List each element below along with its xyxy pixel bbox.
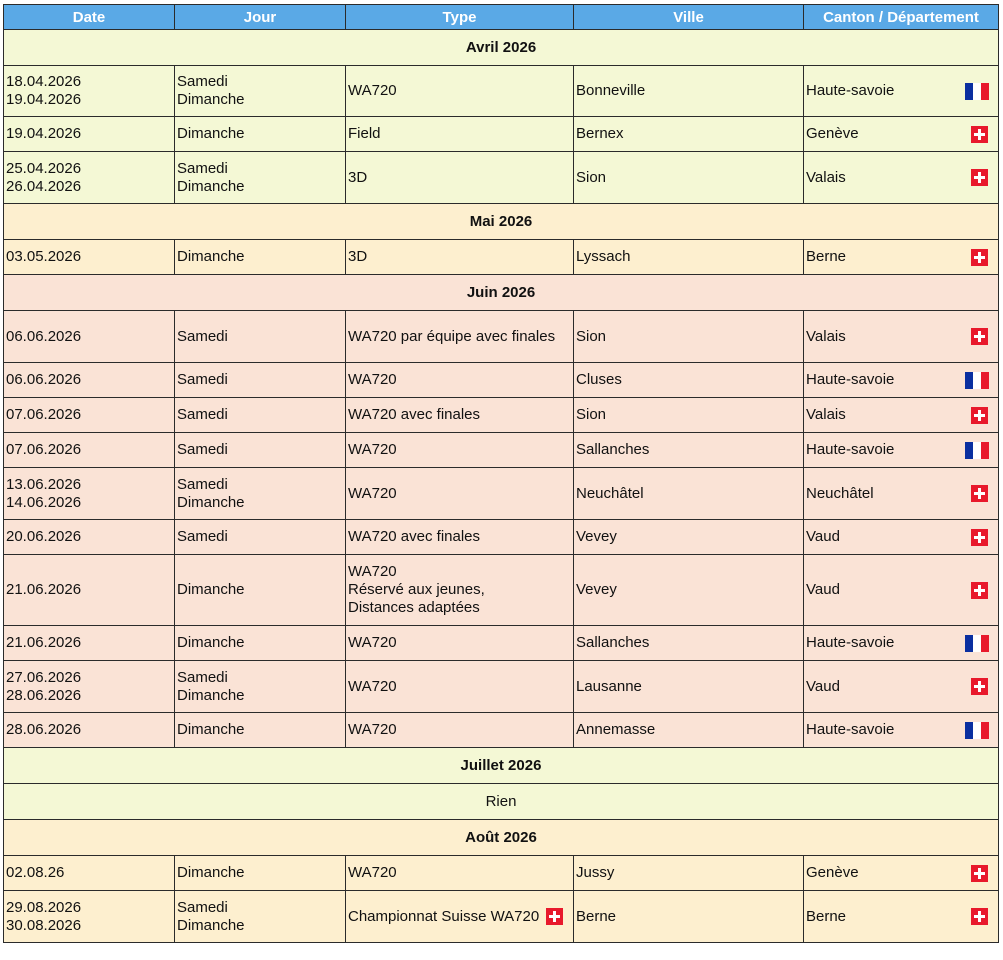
day-cell: Dimanche [175, 626, 346, 661]
swiss-flag-icon [971, 678, 988, 695]
canton-cell-text: Haute-savoie [806, 721, 895, 738]
canton-cell-content [806, 248, 996, 266]
city-cell: Sallanches [574, 433, 804, 468]
type-cell: WA720 par équipe avec finales [346, 311, 574, 363]
type-cell: Field [346, 117, 574, 152]
fr-flag-icon [965, 635, 989, 652]
swiss-flag-icon [971, 582, 988, 599]
type-cell: 3D [346, 152, 574, 204]
canton-cell-text: Valais [806, 327, 846, 345]
day-cell: Samedi [175, 433, 346, 468]
canton-cell [804, 891, 999, 943]
canton-cell-content [806, 721, 996, 739]
canton-cell-content [806, 406, 996, 424]
canton-cell [804, 398, 999, 433]
event-row [4, 891, 999, 943]
canton-cell-text: Genève [806, 125, 859, 142]
date-cell: 21.06.2026 [4, 626, 175, 661]
events-table-body [4, 30, 999, 943]
events-table-container [3, 4, 998, 943]
type-cell: WA720 [346, 363, 574, 398]
header-ville: Ville [574, 5, 804, 30]
city-cell: Sion [574, 398, 804, 433]
canton-cell-text: Neuchâtel [806, 484, 874, 502]
canton-cell-text: Haute-savoie [806, 82, 895, 99]
city-cell: Cluses [574, 363, 804, 398]
type-cell: WA720 Réservé aux jeunes, Distances adaptées [346, 555, 574, 626]
canton-cell-content [806, 371, 996, 389]
swiss-flag-icon [971, 328, 988, 345]
type-cell: WA720 [346, 626, 574, 661]
type-cell: WA720 [346, 713, 574, 748]
canton-cell [804, 555, 999, 626]
canton-cell-content [806, 634, 996, 652]
date-cell: 06.06.2026 [4, 311, 175, 363]
type-cell: WA720 [346, 433, 574, 468]
canton-cell [804, 152, 999, 204]
date-cell: 20.06.2026 [4, 520, 175, 555]
date-cell: 27.06.2026 28.06.2026 [4, 661, 175, 713]
swiss-flag-icon [971, 407, 988, 424]
city-cell: Annemasse [574, 713, 804, 748]
canton-cell [804, 363, 999, 398]
event-row [4, 398, 999, 433]
day-cell: Samedi Dimanche [175, 661, 346, 713]
canton-cell [804, 66, 999, 117]
canton-cell-content [806, 908, 996, 926]
canton-cell-text: Berne [806, 907, 847, 925]
city-cell: Vevey [574, 520, 804, 555]
month-header-row [4, 204, 999, 240]
swiss-flag-icon [971, 865, 988, 882]
canton-cell [804, 713, 999, 748]
date-cell: 18.04.2026 19.04.2026 [4, 66, 175, 117]
city-cell: Bernex [574, 117, 804, 152]
canton-cell-content [806, 441, 996, 459]
day-cell: Dimanche [175, 856, 346, 891]
canton-cell [804, 433, 999, 468]
day-cell: Samedi Dimanche [175, 468, 346, 520]
event-row [4, 661, 999, 713]
month-title: Juillet 2026 [4, 748, 999, 784]
fr-flag-icon [965, 83, 989, 100]
month-title: Juin 2026 [4, 275, 999, 311]
day-cell: Samedi [175, 520, 346, 555]
date-cell: 19.04.2026 [4, 117, 175, 152]
canton-cell-content [806, 485, 996, 503]
month-header-row [4, 748, 999, 784]
canton-cell [804, 520, 999, 555]
fr-flag-icon [965, 372, 989, 389]
swiss-flag-icon [971, 485, 988, 502]
type-cell: WA720 [346, 468, 574, 520]
canton-cell [804, 311, 999, 363]
month-header-row [4, 820, 999, 856]
header-row [4, 5, 999, 30]
canton-cell [804, 626, 999, 661]
type-cell: 3D [346, 240, 574, 275]
type-cell-content [348, 908, 571, 926]
event-row [4, 117, 999, 152]
canton-cell-content [806, 528, 996, 546]
canton-cell-content [806, 125, 996, 143]
type-cell: WA720 avec finales [346, 398, 574, 433]
event-row [4, 856, 999, 891]
events-table [3, 4, 999, 943]
canton-cell-content [806, 82, 996, 100]
type-cell: WA720 avec finales [346, 520, 574, 555]
header-canton: Canton / Département [804, 5, 999, 30]
fr-flag-icon [965, 442, 989, 459]
city-cell: Lyssach [574, 240, 804, 275]
city-cell: Berne [574, 891, 804, 943]
event-row [4, 433, 999, 468]
city-cell: Bonneville [574, 66, 804, 117]
day-cell: Dimanche [175, 713, 346, 748]
event-row [4, 240, 999, 275]
header-type: Type [346, 5, 574, 30]
date-cell: 21.06.2026 [4, 555, 175, 626]
canton-cell-text: Berne [806, 248, 847, 265]
day-cell: Samedi Dimanche [175, 152, 346, 204]
day-cell: Samedi Dimanche [175, 66, 346, 117]
month-title: Avril 2026 [4, 30, 999, 66]
fr-flag-icon [965, 722, 989, 739]
day-cell: Samedi Dimanche [175, 891, 346, 943]
canton-cell-content [806, 169, 996, 187]
swiss-flag-icon [971, 529, 988, 546]
date-cell: 29.08.2026 30.08.2026 [4, 891, 175, 943]
canton-cell-text: Haute-savoie [806, 441, 895, 458]
canton-cell-text: Haute-savoie [806, 371, 895, 388]
type-cell: WA720 [346, 661, 574, 713]
swiss-flag-icon [971, 169, 988, 186]
canton-cell [804, 117, 999, 152]
event-row [4, 152, 999, 204]
day-cell: Dimanche [175, 117, 346, 152]
month-title: Mai 2026 [4, 204, 999, 240]
city-cell: Sallanches [574, 626, 804, 661]
canton-cell-text: Genève [806, 864, 859, 881]
event-row [4, 626, 999, 661]
month-title: Août 2026 [4, 820, 999, 856]
canton-cell-content [806, 328, 996, 346]
header-date: Date [4, 5, 175, 30]
canton-cell-text: Valais [806, 406, 846, 423]
event-row [4, 713, 999, 748]
swiss-flag-icon [971, 908, 988, 925]
day-cell: Dimanche [175, 555, 346, 626]
date-cell: 25.04.2026 26.04.2026 [4, 152, 175, 204]
city-cell: Lausanne [574, 661, 804, 713]
date-cell: 06.06.2026 [4, 363, 175, 398]
city-cell: Sion [574, 311, 804, 363]
day-cell: Samedi [175, 398, 346, 433]
date-cell: 02.08.26 [4, 856, 175, 891]
day-cell: Samedi [175, 363, 346, 398]
date-cell: 28.06.2026 [4, 713, 175, 748]
event-row [4, 468, 999, 520]
canton-cell-text: Vaud [806, 581, 840, 598]
type-cell-text: Championnat Suisse WA720 [348, 907, 540, 925]
date-cell: 13.06.2026 14.06.2026 [4, 468, 175, 520]
day-cell: Dimanche [175, 240, 346, 275]
canton-cell-text: Haute-savoie [806, 634, 895, 651]
canton-cell [804, 240, 999, 275]
event-row [4, 66, 999, 117]
note-text: Rien [4, 784, 999, 820]
event-row [4, 520, 999, 555]
city-cell: Vevey [574, 555, 804, 626]
date-cell: 03.05.2026 [4, 240, 175, 275]
city-cell: Neuchâtel [574, 468, 804, 520]
canton-cell-content [806, 678, 996, 696]
canton-cell-content [806, 864, 996, 882]
month-header-row [4, 30, 999, 66]
city-cell: Sion [574, 152, 804, 204]
swiss-flag-icon [971, 126, 988, 143]
day-cell: Samedi [175, 311, 346, 363]
type-cell [346, 891, 574, 943]
canton-cell-text: Vaud [806, 677, 840, 695]
canton-cell-content [806, 581, 996, 599]
canton-cell-text: Valais [806, 168, 846, 186]
event-row [4, 555, 999, 626]
canton-cell [804, 661, 999, 713]
date-cell: 07.06.2026 [4, 433, 175, 468]
type-cell: WA720 [346, 66, 574, 117]
type-cell: WA720 [346, 856, 574, 891]
canton-cell [804, 468, 999, 520]
canton-cell [804, 856, 999, 891]
note-row [4, 784, 999, 820]
header-jour: Jour [175, 5, 346, 30]
swiss-flag-icon [546, 908, 563, 925]
date-cell: 07.06.2026 [4, 398, 175, 433]
event-row [4, 311, 999, 363]
city-cell: Jussy [574, 856, 804, 891]
swiss-flag-icon [971, 249, 988, 266]
event-row [4, 363, 999, 398]
canton-cell-text: Vaud [806, 528, 840, 545]
month-header-row [4, 275, 999, 311]
